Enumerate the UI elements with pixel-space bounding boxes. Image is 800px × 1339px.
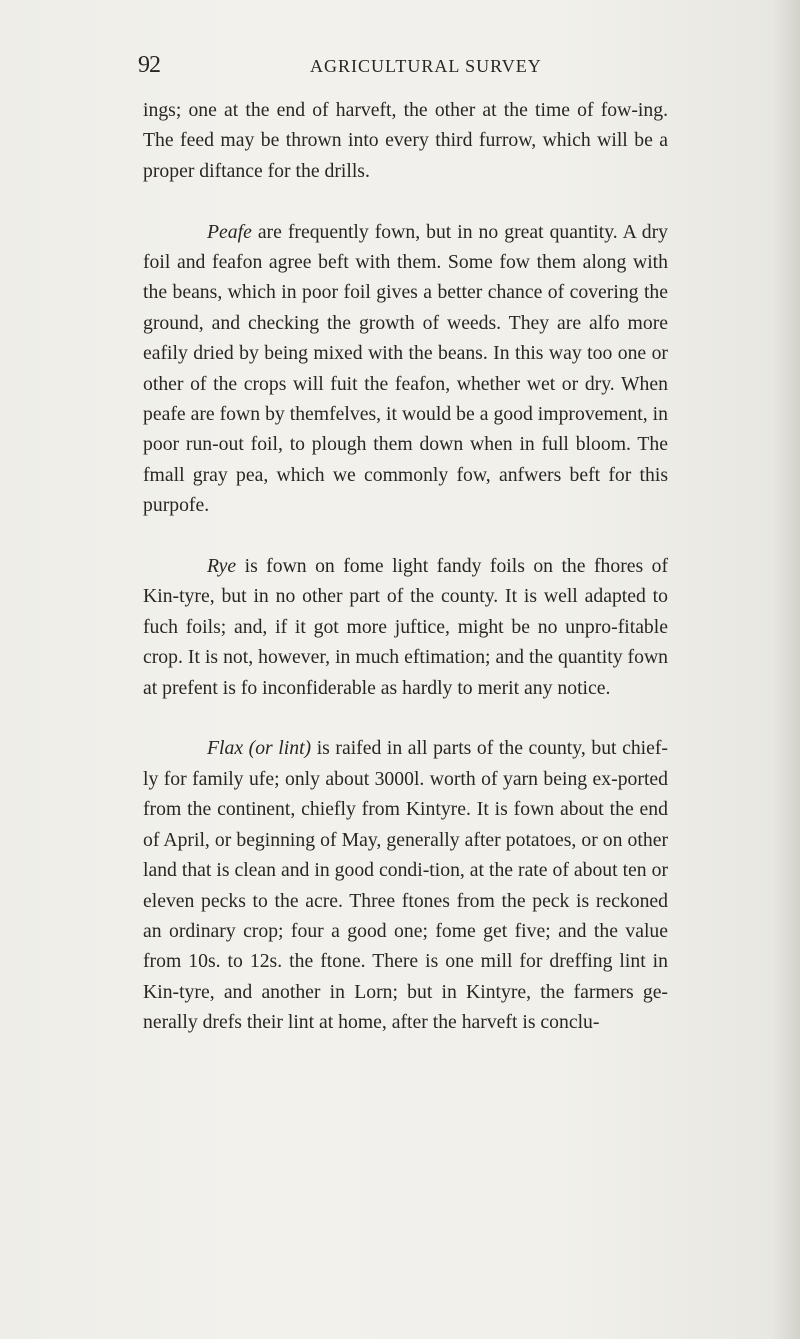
page-header [0,50,800,80]
page-number: 92 [138,52,160,78]
running-head: AGRICULTURAL SURVEY [310,56,542,76]
paragraph-text: is fown on fome light fandy foils on the fhores of Kin-tyre, but in no other part of the county. It is well adapted to fuch foils; and, if it got more juftice, might be no unpro-fitable crop. It is not, however, in much eftimation; and the quantity fown at prefent is fo inconfiderable as hardly to merit any notice. [143,555,668,699]
page-edge-shadow [772,0,800,1339]
crop-term-note: (or lint) [243,737,312,760]
paragraph-sowing-continuation [143,95,668,186]
paragraph-text: is raifed in all parts of the county, but chief-ly for family ufe; only about 3000l. worth of yarn being ex-ported from the continent, chiefly from Kintyre. It is fown about the end of April, or beginning of May, generally after potatoes, or on other land that is clean and in good condi-tion, at the rate of about ten or eleven pecks to the acre. Three ftones from the peck is reckoned an ordinary crop; four a good one; fome get five; and the value from 10s. to 12s. the ftone. There is one mill for dreffing lint in Kin-tyre, and another in Lorn; but in Kintyre, the farmers ge-nerally drefs their lint at home, after the harveft is conclu- [143,737,668,1034]
crop-term-rye: Rye [207,555,237,578]
paragraph-text: ings; one at the end of harveft, the other at the time of fow-ing. The feed may be thrown into every third furrow, which will be a proper diftance for the drills. [143,99,668,182]
paragraph-peafe [143,217,668,521]
crop-term-flax: Flax [207,737,244,760]
crop-term-peafe: Peafe [207,220,252,243]
body-text [143,95,668,1038]
paragraph-rye [143,551,668,703]
paragraph-text: are frequently fown, but in no great quantity. A dry foil and feafon agree beft with them. Some fow them along with the beans, which in poor foil gives a better chance of covering the ground, and checking the growth of weeds. They are alfo more eafily dried by being mixed with the beans. In this way too one or other of the crops will fuit the feafon, whether wet or dry. When peafe are fown by themfelves, it would be a good improvement, in poor run-out foil, to plough them down when in full bloom. The fmall gray pea, which we commonly fow, anfwers beft for this purpofe. [143,220,668,517]
paragraph-flax [143,733,668,1037]
